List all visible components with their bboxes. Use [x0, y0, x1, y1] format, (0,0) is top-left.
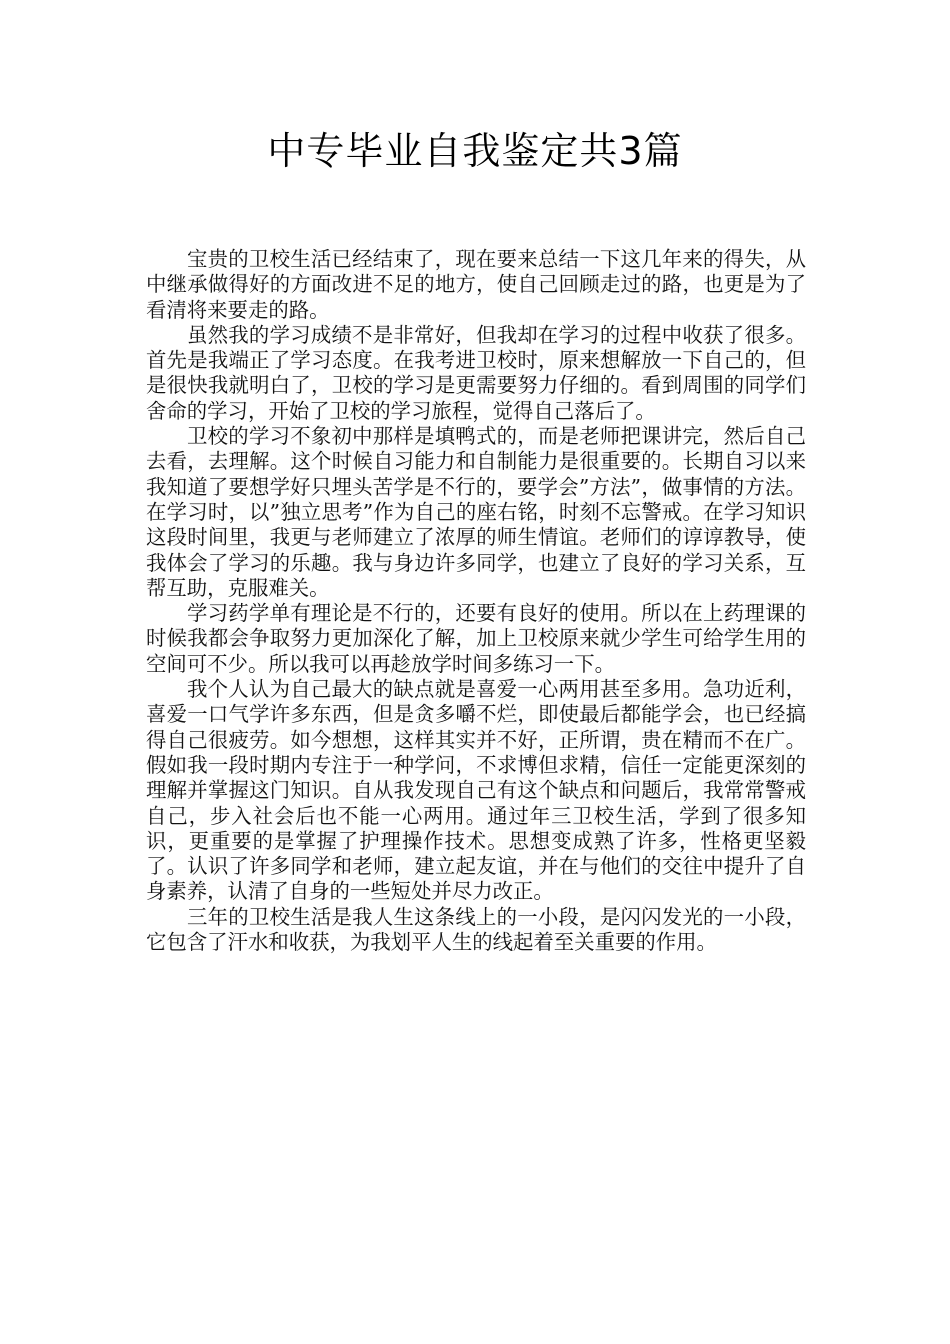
paragraph-4: 学习药学单有理论是不行的，还要有良好的使用。所以在上药理课的时候我都会争取努力更加深化了解，加上卫校原来就少学生可给学生用的空间可不少。所以我可以再趁放学时间多练习一下。	[146, 601, 806, 676]
document-title: 中专毕业自我鉴定共3篇	[267, 129, 683, 173]
paragraph-3: 卫校的学习不象初中那样是填鸭式的，而是老师把课讲完，然后自己去看，去理解。这个时候自习能力和自制能力是很重要的。长期自习以来我知道了要想学好只埋头苦学是不行的，要学会”方法”，做事情的方法。在学习时，以”独立思考”作为自己的座右铭，时刻不忘警戒。在学习知识这段时间里，我更与老师建立了浓厚的师生情谊。老师们的谆谆教导，使我体会了学习的乐趣。我与身边许多同学，也建立了良好的学习关系，互帮互助，克服难关。	[146, 424, 806, 600]
paragraph-2: 虽然我的学习成绩不是非常好，但我却在学习的过程中收获了很多。首先是我端正了学习态度。在我考进卫校时，原来想解放一下自己的，但是很快我就明白了，卫校的学习是更需要努力仔细的。看到周围的同学们舍命的学习，开始了卫校的学习旅程，觉得自己落后了。	[146, 322, 806, 423]
paragraph-1: 宝贵的卫校生活已经结束了，现在要来总结一下这几年来的得失，从中继承做得好的方面改进不足的地方，使自己回顾走过的路，也更是为了看清将来要走的路。	[146, 247, 806, 322]
document-body	[146, 247, 806, 955]
paragraph-5: 我个人认为自己最大的缺点就是喜爱一心两用甚至多用。急功近利，喜爱一口气学许多东西，但是贪多嚼不烂，即使最后都能学会，也已经搞得自己很疲劳。如今想想，这样其实并不好，正所谓，贵在精而不在广。假如我一段时期内专注于一种学问，不求博但求精，信任一定能更深刻的理解并掌握这门知识。自从我发现自己有这个缺点和问题后，我常常警戒自己，步入社会后也不能一心两用。通过年三卫校生活，学到了很多知识，更重要的是掌握了护理操作技术。思想变成熟了许多，性格更坚毅了。认识了许多同学和老师，建立起友谊，并在与他们的交往中提升了自身素养，认清了自身的一些短处并尽力改正。	[146, 677, 806, 904]
paragraph-6: 三年的卫校生活是我人生这条线上的一小段，是闪闪发光的一小段，它包含了汗水和收获，为我划平人生的线起着至关重要的作用。	[146, 904, 806, 955]
